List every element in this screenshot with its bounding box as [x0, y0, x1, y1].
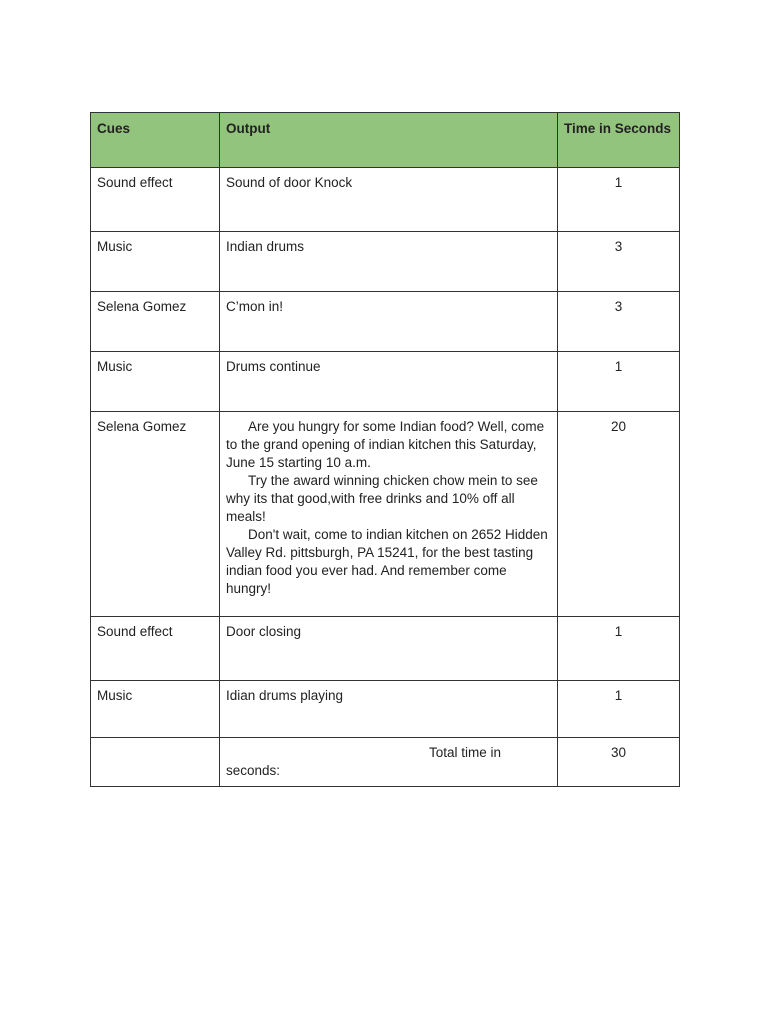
time-cell: 1	[558, 168, 680, 232]
table-header-row	[91, 113, 680, 168]
table-row	[91, 232, 680, 292]
time-cell: 1	[558, 352, 680, 412]
cue-cell: Music	[91, 681, 220, 738]
total-cue-cell	[91, 738, 220, 787]
output-cell: Drums continue	[220, 352, 558, 412]
cue-cell: Music	[91, 352, 220, 412]
cue-cell: Music	[91, 232, 220, 292]
header-time: Time in Seconds	[558, 113, 680, 168]
cue-cell: Sound effect	[91, 617, 220, 681]
total-label: Total time in seconds:	[226, 745, 502, 778]
output-cell: Idian drums playing	[220, 681, 558, 738]
table-row	[91, 617, 680, 681]
table-row	[91, 681, 680, 738]
header-cues: Cues	[91, 113, 220, 168]
ad-paragraph: Try the award winning chicken chow mein to see why its that good,with free drinks and 10% off all meals!	[226, 473, 538, 524]
table-row	[91, 352, 680, 412]
output-cell: Door closing	[220, 617, 558, 681]
time-cell: 1	[558, 681, 680, 738]
output-cell	[220, 412, 558, 617]
output-cell: Indian drums	[220, 232, 558, 292]
time-cell: 3	[558, 292, 680, 352]
time-cell: 20	[558, 412, 680, 617]
total-row	[91, 738, 680, 787]
time-cell: 1	[558, 617, 680, 681]
time-cell: 3	[558, 232, 680, 292]
header-output: Output	[220, 113, 558, 168]
output-cell: C’mon in!	[220, 292, 558, 352]
output-cell: Sound of door Knock	[220, 168, 558, 232]
total-time-cell: 30	[558, 738, 680, 787]
cue-cell: Selena Gomez	[91, 412, 220, 617]
ad-paragraph: Don't wait, come to indian kitchen on 2652 Hidden Valley Rd. pittsburgh, PA 15241, for the best tasting indian food you ever had. And remember come hungry!	[226, 527, 548, 596]
table-row	[91, 168, 680, 232]
total-label-cell	[220, 738, 558, 787]
cue-cell: Selena Gomez	[91, 292, 220, 352]
table-row	[91, 292, 680, 352]
cue-cell: Sound effect	[91, 168, 220, 232]
radio-script-table	[90, 112, 680, 787]
ad-paragraph: Are you hungry for some Indian food? Well, come to the grand opening of indian kitchen this Saturday, June 15 starting 10 a.m.	[226, 419, 545, 470]
table-row	[91, 412, 680, 617]
